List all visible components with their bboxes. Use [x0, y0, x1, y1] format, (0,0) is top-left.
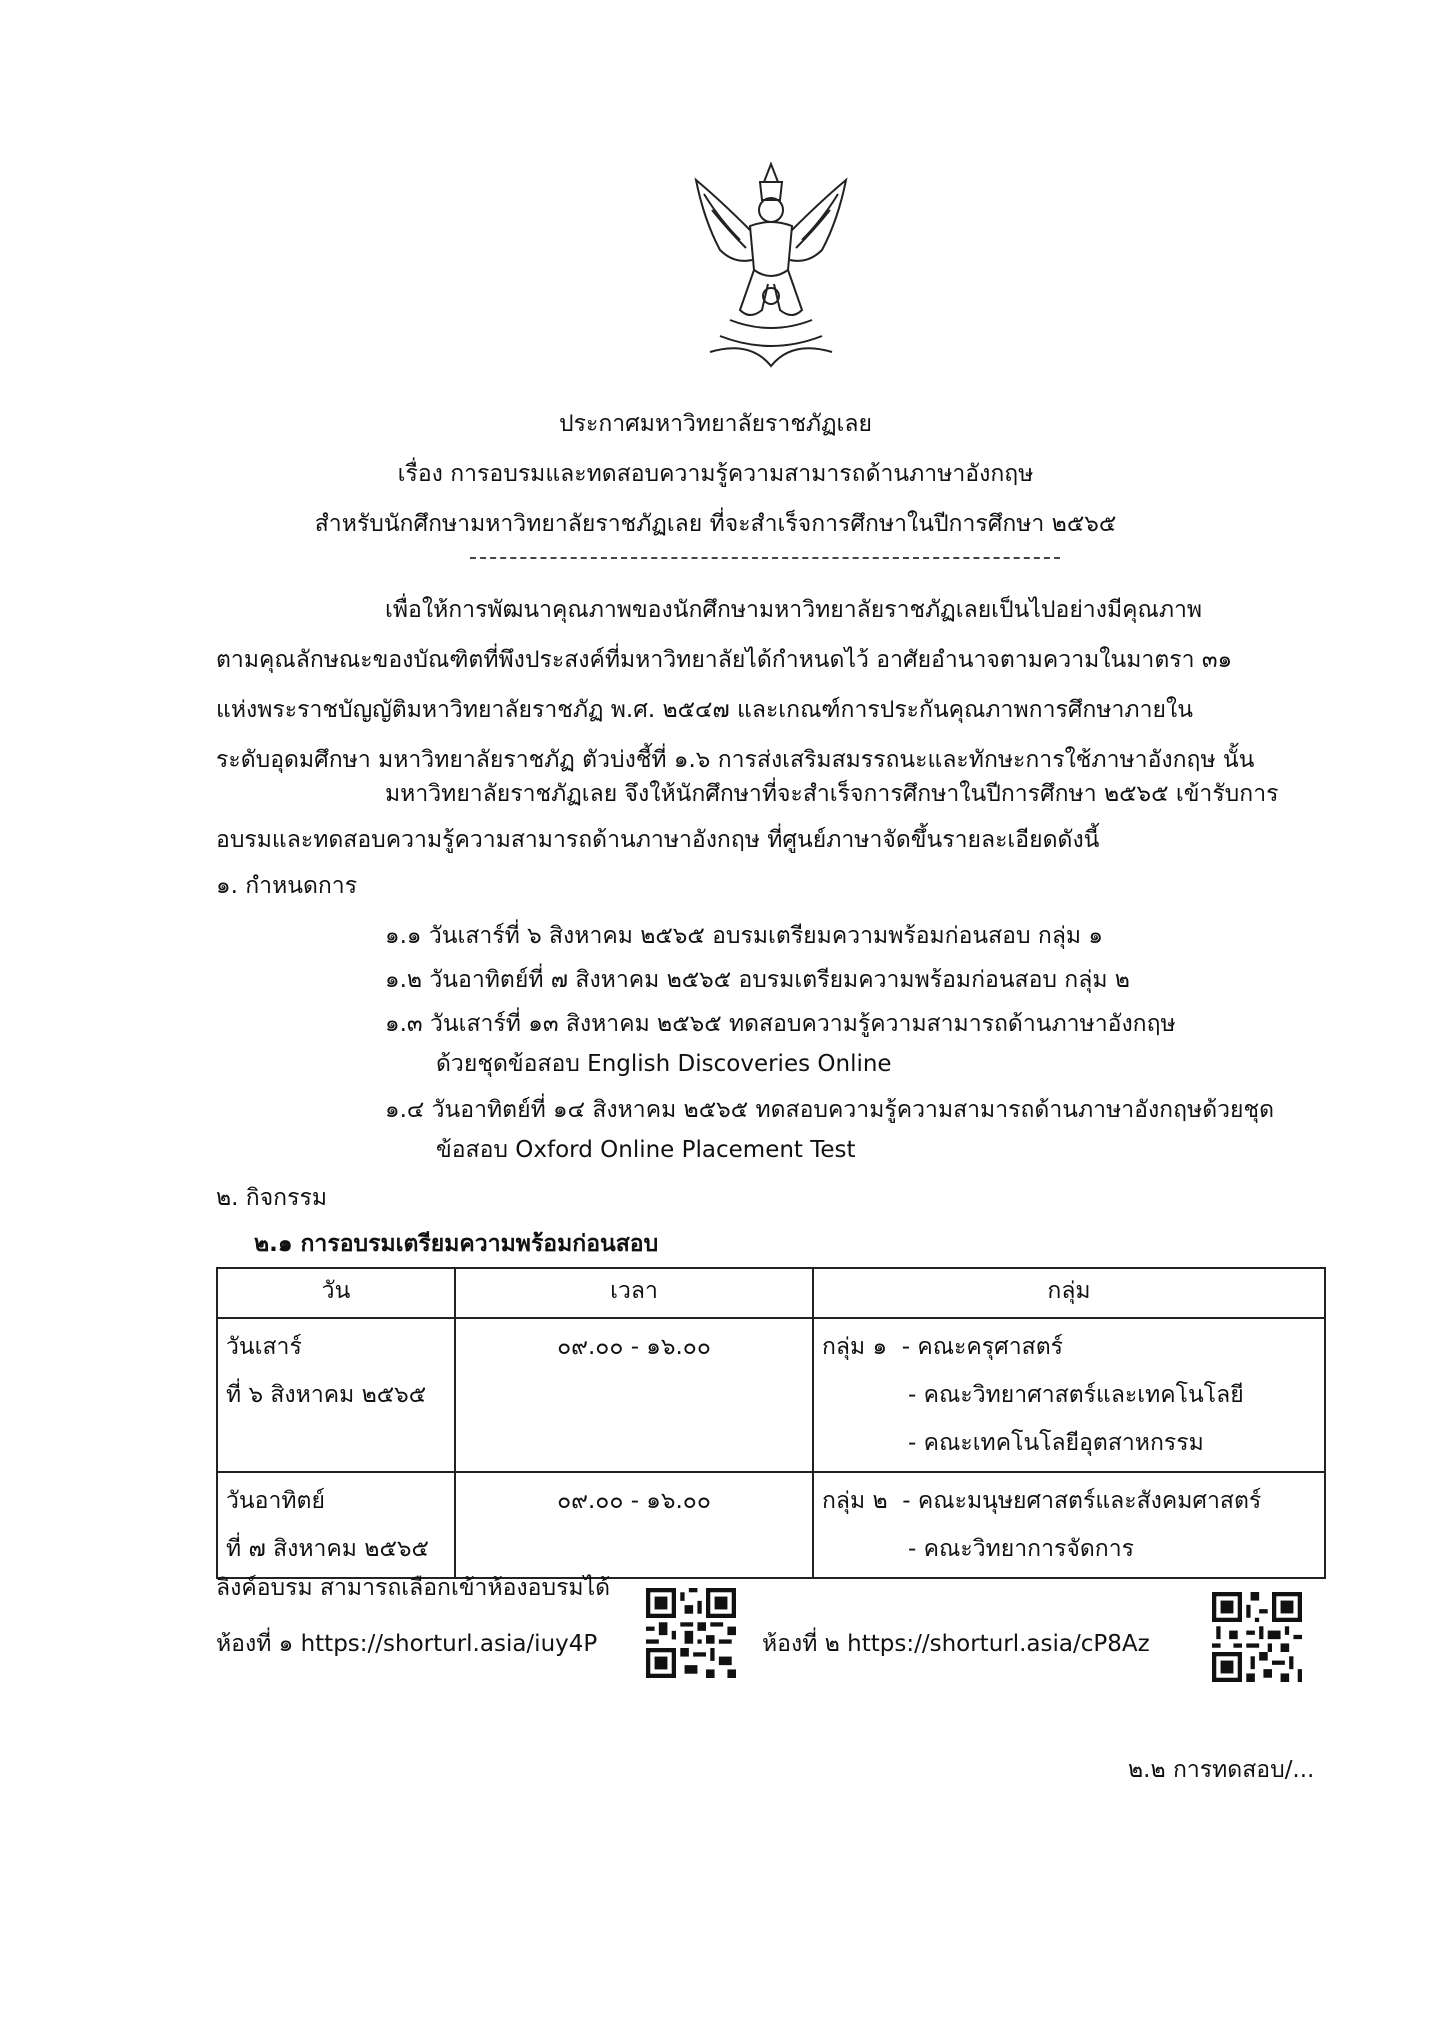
group-faculty-line — [822, 1477, 1316, 1525]
schedule-item-3-cont: ด้วยชุดข้อสอบ English Discoveries Online — [436, 1051, 892, 1077]
schedule-heading: ๑. กำหนดการ — [216, 873, 358, 899]
time-cell: ๐๙.๐๐ - ๑๖.๐๐ — [455, 1318, 813, 1472]
paragraph-2-line-2: อบรมและทดสอบความรู้ความสามารถด้านภาษาอังกฤษ ที่ศูนย์ภาษาจัดขึ้นรายละเอียดดังนี้ — [216, 827, 1100, 853]
group-cell — [813, 1472, 1325, 1578]
group-label: กลุ่ม ๒ — [822, 1488, 888, 1514]
table-row — [217, 1472, 1325, 1578]
training-schedule-table — [216, 1267, 1326, 1579]
activity-sub-heading: ๒.๑ การอบรมเตรียมความพร้อมก่อนสอบ — [254, 1231, 659, 1257]
announcement-title: ประกาศมหาวิทยาลัยราชภัฏเลย — [559, 411, 872, 437]
table-header-row — [217, 1268, 1325, 1318]
day-date: ที่ ๗ สิงหาคม ๒๕๖๕ — [226, 1536, 429, 1562]
day-cell — [217, 1472, 455, 1578]
paragraph-1-line-1: เพื่อให้การพัฒนาคุณภาพของนักศึกษามหาวิทยาลัยราชภัฏเลยเป็นไปอย่างมีคุณภาพ — [385, 597, 1203, 623]
table-row — [217, 1318, 1325, 1472]
group-label: กลุ่ม ๑ — [822, 1334, 888, 1360]
schedule-item-1: ๑.๑ วันเสาร์ที่ ๖ สิงหาคม ๒๕๖๕ อบรมเตรียมความพร้อมก่อนสอบ กลุ่ม ๑ — [385, 923, 1103, 949]
qr-code-room-2-icon[interactable] — [1212, 1592, 1302, 1682]
faculty-item: - คณะเทคโนโลยีอุตสาหกรรม — [908, 1430, 1204, 1456]
faculty-item: - คณะวิทยาศาสตร์และเทคโนโลยี — [908, 1382, 1244, 1408]
paragraph-1-line-3: แห่งพระราชบัญญัติมหาวิทยาลัยราชภัฏ พ.ศ. ๒๕๔๗ และเกณฑ์การประกันคุณภาพการศึกษาภายใน — [216, 697, 1193, 723]
day-cell — [217, 1318, 455, 1472]
divider — [470, 557, 1060, 559]
qr-code-room-1-icon[interactable] — [646, 1588, 736, 1678]
subject-line-1: เรื่อง การอบรมและทดสอบความรู้ความสามารถด้านภาษาอังกฤษ — [397, 461, 1034, 487]
schedule-item-4-cont: ข้อสอบ Oxford Online Placement Test — [436, 1137, 856, 1163]
group-faculty-line — [822, 1323, 1316, 1371]
paragraph-1-line-2: ตามคุณลักษณะของบัณฑิตที่พึงประสงค์ที่มหาวิทยาลัยได้กำหนดไว้ อาศัยอำนาจตามความในมาตรา ๓๑ — [216, 647, 1233, 673]
time-cell: ๐๙.๐๐ - ๑๖.๐๐ — [455, 1472, 813, 1578]
column-header-day: วัน — [217, 1268, 455, 1318]
paragraph-2-line-1: มหาวิทยาลัยราชภัฏเลย จึงให้นักศึกษาที่จะสำเร็จการศึกษาในปีการศึกษา ๒๕๖๕ เข้ารับการ — [385, 781, 1279, 807]
day-name: วันอาทิตย์ — [226, 1488, 325, 1514]
group-cell — [813, 1318, 1325, 1472]
day-date: ที่ ๖ สิงหาคม ๒๕๖๕ — [226, 1382, 427, 1408]
schedule-item-4: ๑.๔ วันอาทิตย์ที่ ๑๔ สิงหาคม ๒๕๖๕ ทดสอบความรู้ความสามารถด้านภาษาอังกฤษด้วยชุด — [385, 1097, 1275, 1123]
paragraph-1-line-4: ระดับอุดมศึกษา มหาวิทยาลัยราชภัฏ ตัวบ่งชี้ที่ ๑.๖ การส่งเสริมสมรรถนะและทักษะการใช้ภาษาอังกฤษ นั้น — [216, 747, 1255, 773]
column-header-group: กลุ่ม — [813, 1268, 1325, 1318]
faculty-item: - คณะวิทยาการจัดการ — [908, 1536, 1134, 1562]
room-1-link[interactable]: ห้องที่ ๑ https://shorturl.asia/iuy4P — [216, 1631, 598, 1657]
faculty-item: - คณะครุศาสตร์ — [901, 1334, 1063, 1360]
training-links-intro: ลิงค์อบรม สามารถเลือกเข้าห้องอบรมได้ — [216, 1575, 611, 1601]
schedule-item-3: ๑.๓ วันเสาร์ที่ ๑๓ สิงหาคม ๒๕๖๕ ทดสอบความรู้ความสามารถด้านภาษาอังกฤษ — [385, 1011, 1176, 1037]
column-header-time: เวลา — [455, 1268, 813, 1318]
day-name: วันเสาร์ — [226, 1334, 302, 1360]
faculty-item: - คณะมนุษยศาสตร์และสังคมศาสตร์ — [902, 1488, 1262, 1514]
schedule-item-2: ๑.๒ วันอาทิตย์ที่ ๗ สิงหาคม ๒๕๖๕ อบรมเตรียมความพร้อมก่อนสอบ กลุ่ม ๒ — [385, 967, 1130, 993]
activity-heading: ๒. กิจกรรม — [216, 1185, 327, 1211]
garuda-emblem-icon — [690, 160, 852, 370]
room-2-link[interactable]: ห้องที่ ๒ https://shorturl.asia/cP8Az — [762, 1631, 1150, 1657]
subject-line-2: สำหรับนักศึกษามหาวิทยาลัยราชภัฏเลย ที่จะสำเร็จการศึกษาในปีการศึกษา ๒๕๖๕ — [314, 511, 1117, 537]
continuation-marker: ๒.๒ การทดสอบ/... — [1128, 1757, 1315, 1783]
